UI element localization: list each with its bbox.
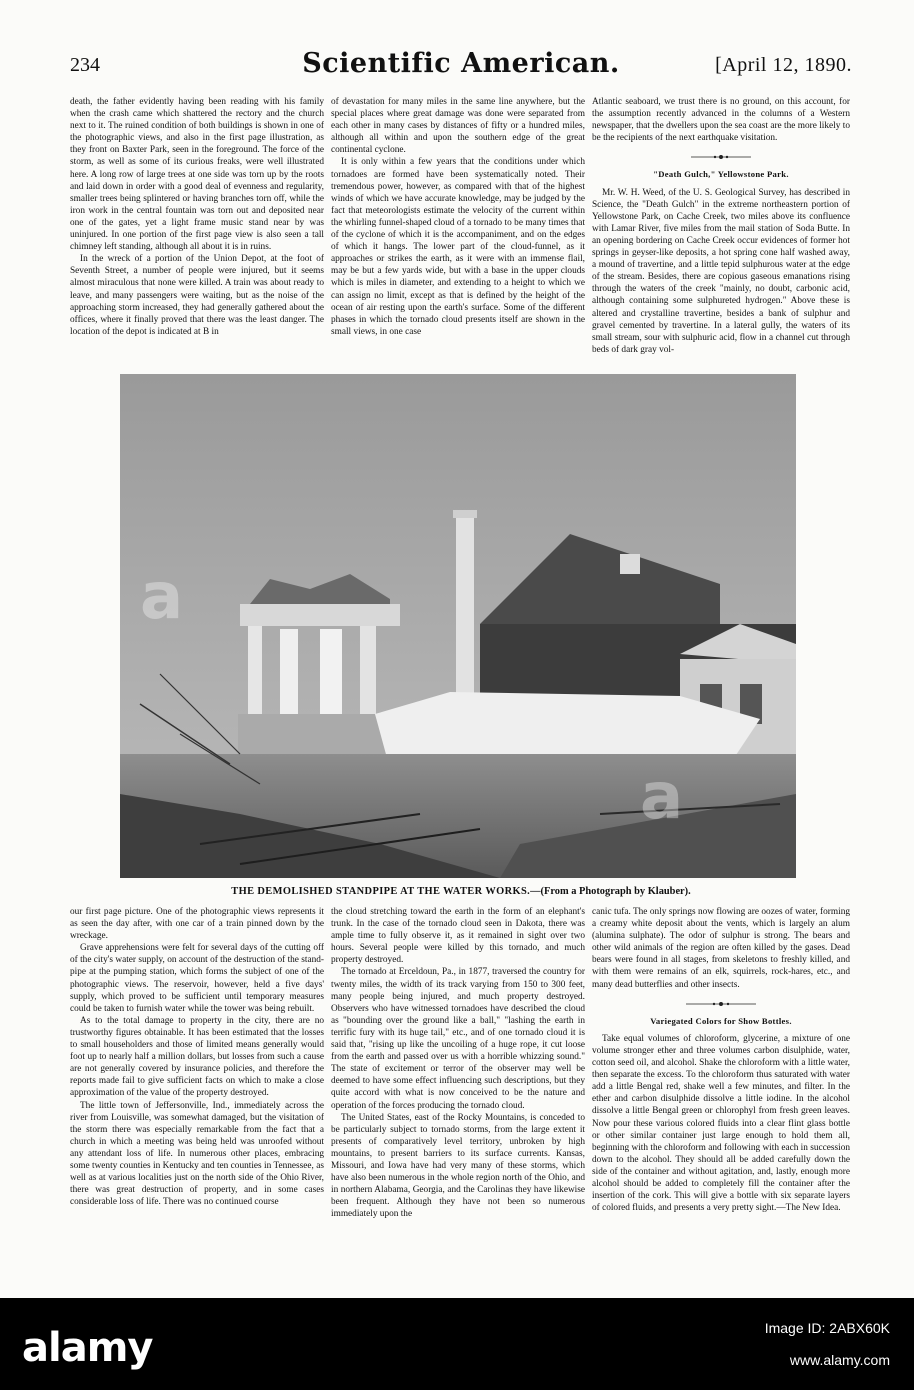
paragraph: death, the father evidently having been reading with his family when the crash came which shattered the rectory and the church next to it. The ruined condition of both buildings is shown in one of the photographic views, and also in the first page illustration, as they front on Baxter Park, seen in the foreground. The force of the storm, as well as some of its curious freaks, were well illustrated here. A long row of large trees at one side was torn up by the roots and laid down in order with a good deal of evenness and regularity, smaller trees being splintered or having branches torn off, while the iron work in the central fountain was torn out and deposited near one of the gates, yet a light frame music stand near by was uninjured. In one portion of the first page view is also seen a tall chimney left standing, although all about it is in ruins. — [70, 97, 324, 253]
paragraph: Mr. W. H. Weed, of the U. S. Geological Survey, has described in Science, the "Death Gulch" in the extreme northeastern portion of Yellowstone Park, on Cache Creek, two miles above its confluence with Lamar River, five miles from the mail station of Soda Butte. In an opening bordering on Cache Creek occur evidences of former hot springs in geyser-like deposits, a hot spring cone half washed away, a mound of travertine, and a little tepid sulphurous water at the edge of the stream. Besides, there are copious gaseous emanations rising through the waters of the creek "mainly, no doubt, carbonic acid, although containing some sulphureted hydrogen." Above these is altered and crystalline travertine, besides a bank of sulphur and gravel cemented by travertine. In a lateral gully, the waters of its small stream, sour with sulphuric acid, flow in a channel cut through beds of dark gray vol- — [592, 187, 850, 355]
top-column-1 — [70, 96, 324, 370]
paragraph: Grave apprehensions were felt for several days of the cutting off of the city's water supply, on account of the destruction of the stand-pipe at the pumping station, which forms the subject of one of the photographic views. The reservoir, however, held a five days' supply, which proved to be sufficient until temporary measures could be taken to furnish water while the tower was being rebuilt. — [70, 943, 324, 1014]
page-number: 234 — [70, 54, 100, 76]
watermark-glyph: a — [140, 560, 184, 634]
paragraph: It is only within a few years that the conditions under which tornadoes are formed have been systematically noted. Their tremendous power, however, as compared with that of the highest winds of which we have accurate knowledge, may be judged by the fact that meteorologists estimate the velocity of the current within the whirling funnel-shaped cloud of a tornado to be many times that of the cyclone of which it is the accompaniment, and on the edges of which it hangs. The lower part of the cloud-funnel, as it approaches or strikes the earth, as it were with an immense flail, may be but a few yards wide, but with a base in the upper clouds which is miles in diameter, and extending to a height to which we can assign no limit, except as that is defined by the height of the ocean of air resting upon the earth's surface. Some of the different phases in which the tornado cloud presents itself are shown in the small views, in one case — [331, 157, 585, 337]
masthead: Scientific American. — [302, 48, 620, 79]
paragraph: our first page picture. One of the photographic views represents it as seen the day after, with one car of a train pinned down by the wreckage. — [70, 907, 324, 942]
paragraph: Atlantic seaboard, we trust there is no ground, on this account, for the assumption recently advanced in the columns of a Western newspaper, that the dwellers upon the sea coast are the more likely to be the recipients of the next earthquake visitation. — [592, 97, 850, 144]
paragraph: the cloud stretching toward the earth in the form of an elephant's trunk. In the case of the tornado cloud seen in Dakota, there was ample time to fully observe it, as it remained in sight over two hours. Several people were killed by this tornado, and much property destroyed. — [331, 907, 585, 966]
paragraph: The tornado at Erceldoun, Pa., in 1877, traversed the country for twenty miles, the width of its track varying from 150 to 300 feet, many people being injured, and much property destroyed. Observers who have witnessed tornadoes have described the cloud as "bounding over the ground like a ball," "lashing the earth in terrific fury with its huge tail," etc., and of one tornado cloud it is said that, "rising up like the uncoiling of a huge rope, it cut loose from the earth and passed over us with a horrible whizzing sound." The state of excitement or terror of the observer may well be deemed to have some effect influencing such descriptions, but they quite accord with what is now conceived to be the nature and operation of the forces producing the tornado cloud. — [331, 967, 585, 1111]
watermark-glyph: a — [640, 760, 684, 834]
bottom-column-2 — [331, 906, 585, 1296]
standpipe-photograph — [120, 374, 796, 878]
caption-source: —(From a Photograph by Klauber). — [530, 886, 691, 897]
paragraph: In the wreck of a portion of the Union Depot, at the foot of Seventh Street, a number of people were injured, but it seems almost miraculous that none were killed. A train was about ready to leave, and many passengers were waiting, but as the noise of the approaching storm increased, they had generally gathered about the offices, where it finally proved that there was the least danger. The location of the depot is indicated at B in — [70, 254, 324, 337]
section-divider — [592, 152, 850, 164]
paragraph: As to the total damage to property in the city, there are no trustworthy figures obtainable. It has been estimated that the losses to small householders and those of limited means generally would foot up to nearly half a million dollars, but losses from such a cause are not generally covered by insurance policies, and therefore the reports made fail to give sufficient facts on which to make a close approximation of the value of the property destroyed. — [70, 1015, 324, 1099]
bottom-column-1 — [70, 906, 324, 1296]
top-column-3 — [592, 96, 850, 370]
section-heading-death-gulch: "Death Gulch," Yellowstone Park. — [653, 169, 789, 180]
section-divider — [592, 999, 850, 1011]
section-heading-show-bottles: Variegated Colors for Show Bottles. — [650, 1015, 792, 1026]
paragraph: Take equal volumes of chloroform, glycerine, a mixture of one volume stronger ether and three volumes carbon disulphide, water, cotton seed oil, and alcohol. Shake the chloroform with a little water, then separate the excess. To the chloroform thus saturated with water add a little Bengal red, shake well a few minutes, and filter. In the ether and carbon disulphide dissolve a little iodine. In the alcohol dissolve a little Bengal green or chlorophyl from fresh green leaves. Now pour these various colored fluids into a clear flint glass bottle or other similar container just large enough to hold them all, beginning with the chloroform and following with each in succession down to the alcohol. They should all be added carefully down the side of the container and without agitation, and, lastly, enough more alcohol should be added to completely fill the container after the insertion of the cork. This will give a bottle with six separate layers of colored fluids, and presents a very pretty sight.—The New Idea. — [592, 1033, 850, 1214]
bottom-column-3 — [592, 906, 850, 1296]
paragraph: The United States, east of the Rocky Mountains, is conceded to be particularly subject to tornado storms, from the large extent it presents of comparatively level territory, unbroken by high mountains, to present barriers to its surface currents. Kansas, Missouri, and Iowa have had very many of these storms, which have also been numerous in the whole region north of the Ohio, and in northern Alabama, Georgia, and the Carolinas they have likewise been frequent. Although they have not been so numerous immediately upon the — [331, 1112, 585, 1220]
photo-caption — [70, 886, 852, 897]
page-header — [70, 48, 852, 88]
issue-date: [April 12, 1890. — [715, 54, 852, 76]
alamy-logo: alamy — [22, 1325, 153, 1371]
top-column-2 — [331, 96, 585, 370]
image-id: Image ID: 2ABX60K — [764, 1320, 890, 1336]
paragraph: canic tufa. The only springs now flowing are oozes of water, forming a creamy white deposit about the vents, which is largely an alum (alumina sulphate). The odor of sulphur is strong. The bears and other wild animals of the region are often killed by the gases. Dead bears were found in all stages, from skeletons to freshly killed, and with them were remains of an elk, squirrels, rock-hares, etc., and many dead butterflies and other insects. — [592, 907, 850, 990]
alamy-url: www.alamy.com — [789, 1352, 890, 1368]
caption-title: THE DEMOLISHED STANDPIPE AT THE WATER WORKS. — [231, 886, 531, 897]
paragraph: of devastation for many miles in the same line anywhere, but the special places where great damage was done were separated from each other in many cases by distances of fifty or a hundred miles, although all within and upon the southern edge of the great continental cyclone. — [331, 97, 585, 156]
paragraph: The little town of Jeffersonville, Ind., immediately across the river from Louisville, was somewhat damaged, but the visitation of the storm there was especially remarkable from the fact that a church in which a meeting was being held was unroofed without any attendant loss of life. In numerous other places, embracing some twenty counties in Kentucky and ten counties in Tennessee, as well as at various localities just on the north side of the Ohio River, there was great destruction of property, and in some cases considerable loss of life. There was no continued course — [70, 1100, 324, 1208]
